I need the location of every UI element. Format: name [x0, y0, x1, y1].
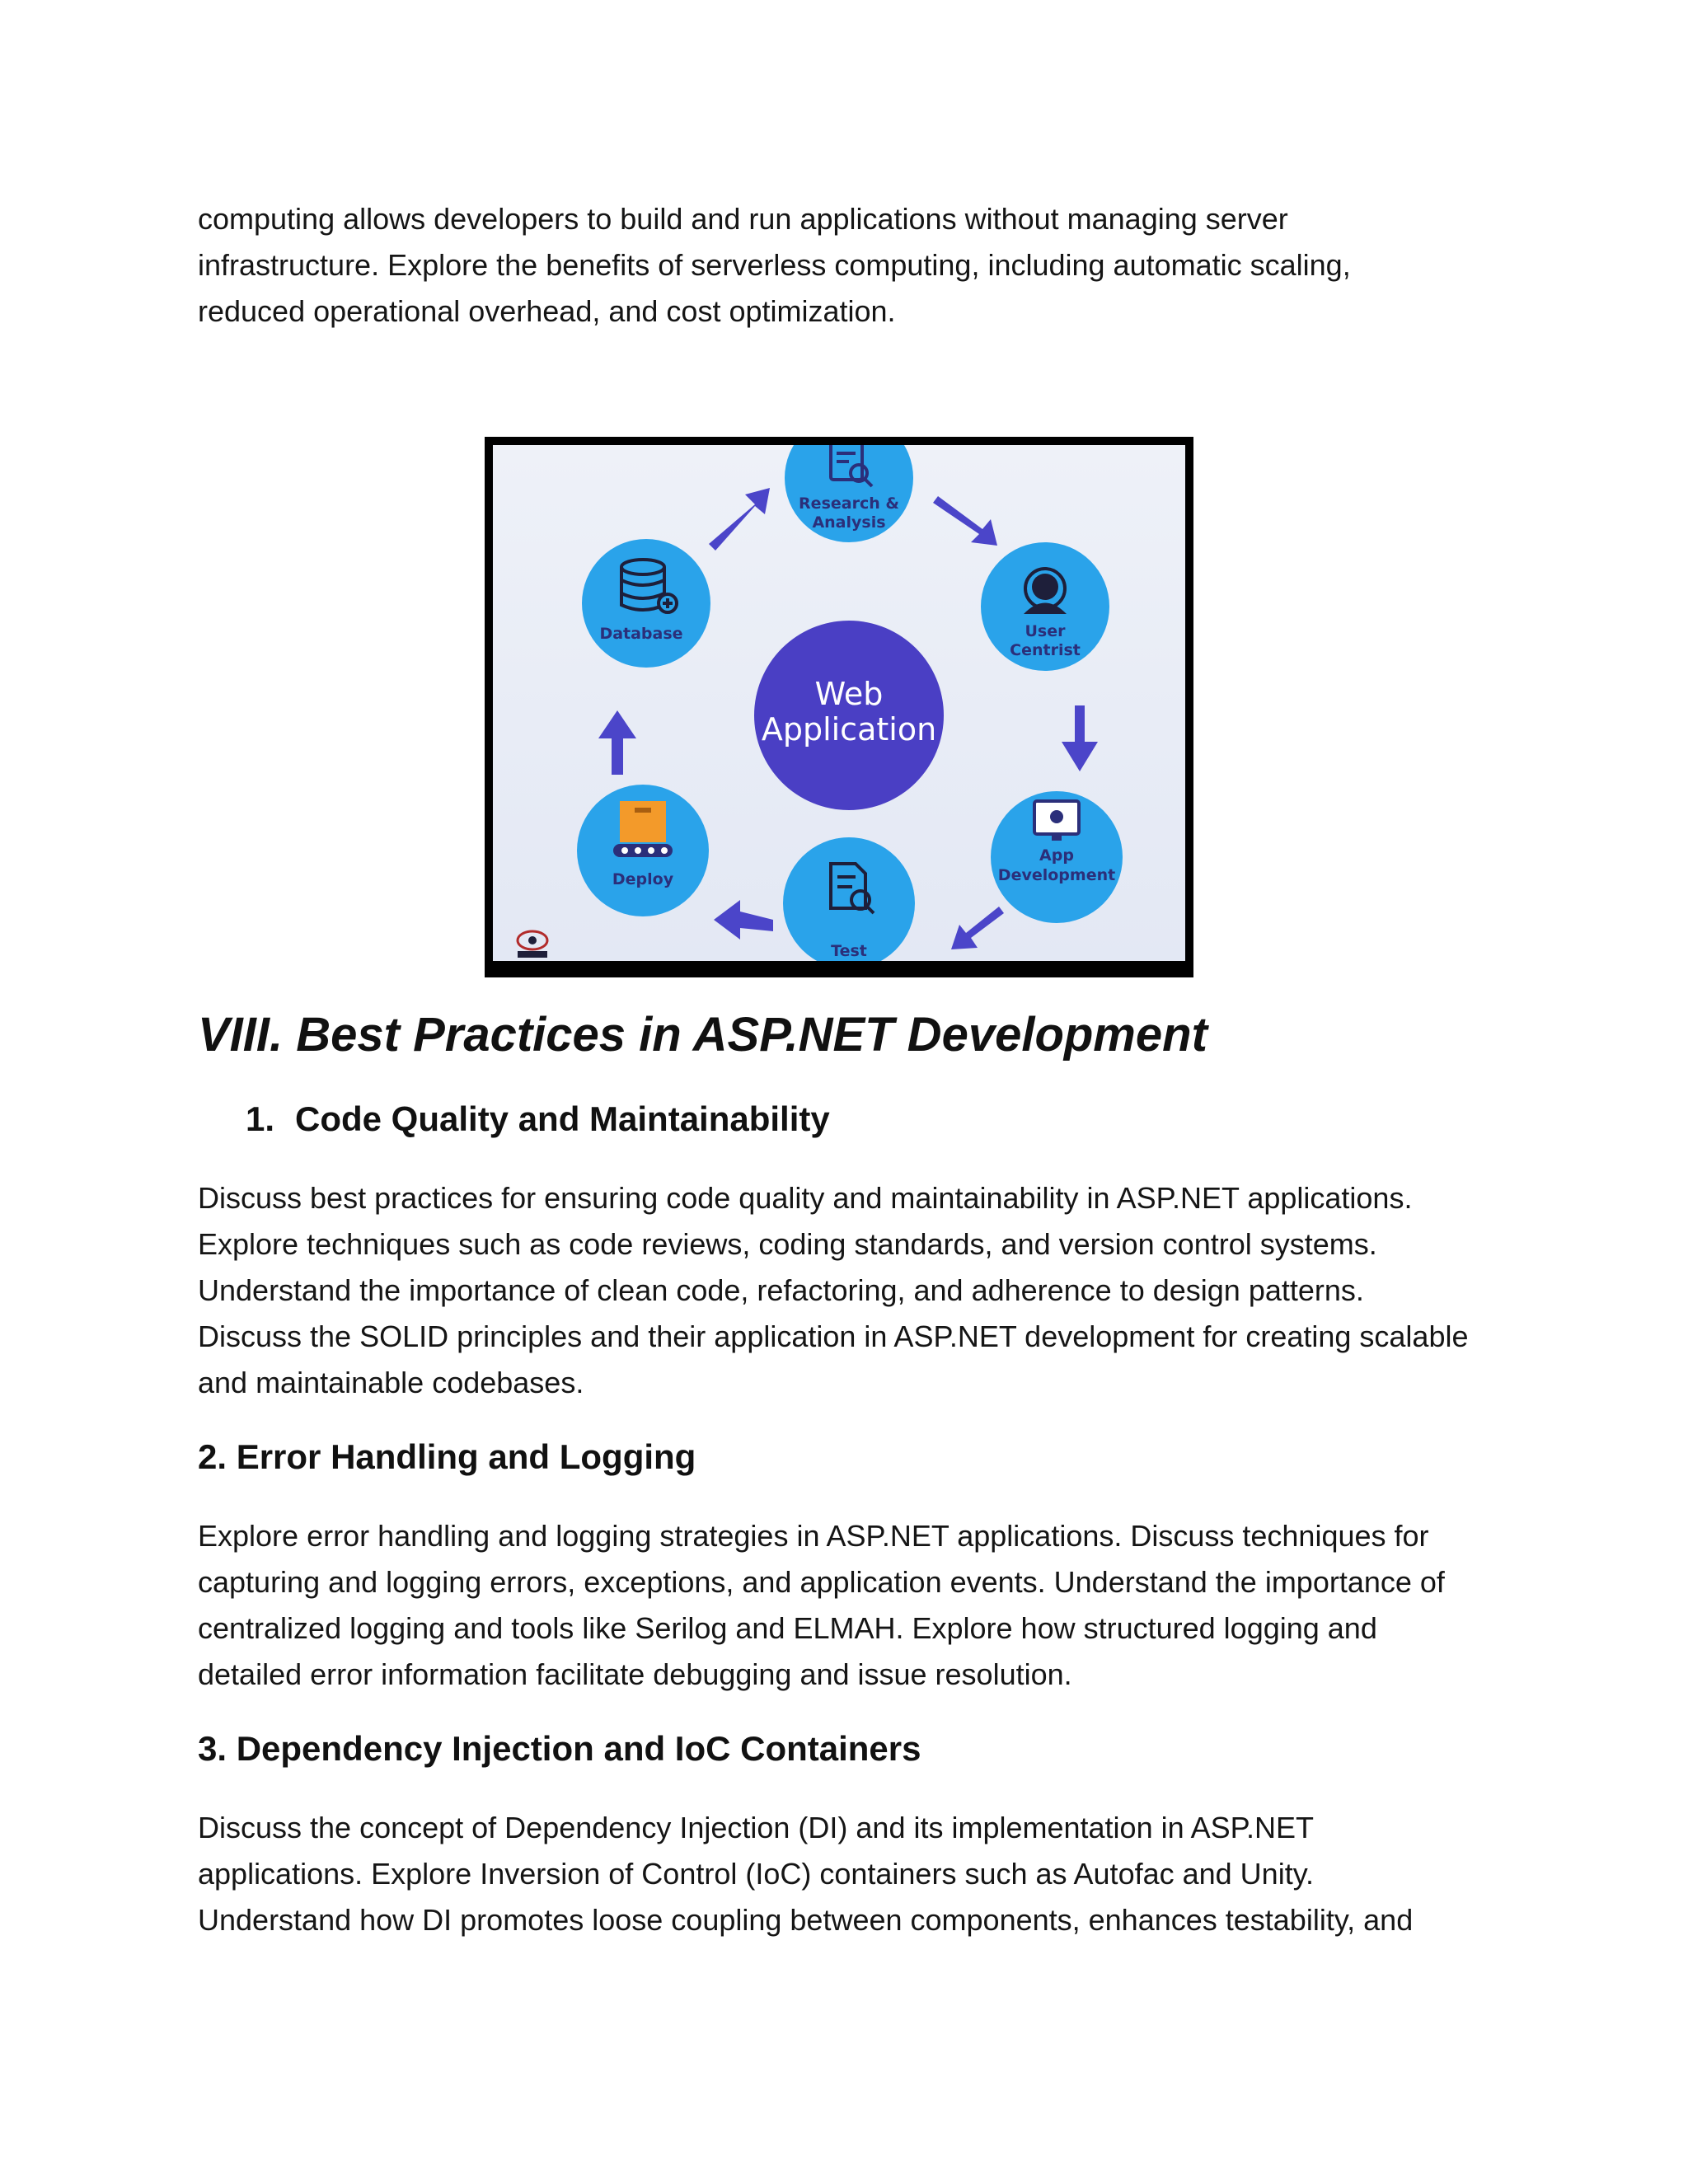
- text-line: infrastructure. Explore the benefits of serverless computing, including automatic scaling,: [198, 248, 1351, 282]
- user-label-line2: Centrist: [1010, 641, 1081, 659]
- error-handling-paragraph: [198, 1513, 1517, 1698]
- arrow-database-to-research: [709, 488, 770, 551]
- monitor-icon: [1034, 801, 1079, 841]
- intro-paragraph: [198, 196, 1517, 335]
- app-label-line1: App: [1039, 846, 1074, 865]
- arrow-deploy-to-database: [598, 710, 636, 775]
- text-line: Explore techniques such as code reviews, coding standards, and version control systems.: [198, 1227, 1377, 1261]
- user-label-line1: User: [1025, 622, 1066, 640]
- text-line: and maintainable codebases.: [198, 1366, 584, 1399]
- code-quality-paragraph: [198, 1175, 1517, 1406]
- center-label-line1: Web: [814, 676, 884, 712]
- text-line: detailed error information facilitate debugging and issue resolution.: [198, 1657, 1072, 1691]
- text-line: Discuss the concept of Dependency Injection (DI) and its implementation in ASP.NET: [198, 1811, 1315, 1844]
- text-line: centralized logging and tools like Serilog and ELMAH. Explore how structured logging and: [198, 1611, 1377, 1645]
- center-label-line2: Application: [761, 711, 937, 748]
- deploy-label: Deploy: [612, 870, 674, 888]
- subheading-text: Code Quality and Maintainability: [295, 1099, 830, 1138]
- test-label: Test: [831, 942, 867, 960]
- database-label: Database: [599, 625, 683, 643]
- list-number: 1.: [246, 1099, 275, 1138]
- text-line: reduced operational overhead, and cost optimization.: [198, 294, 896, 328]
- text-line: Understand how DI promotes loose coupling between components, enhances testability, and: [198, 1903, 1414, 1937]
- text-line: Explore error handling and logging strategies in ASP.NET applications. Discuss techniques for: [198, 1519, 1429, 1553]
- text-line: capturing and logging errors, exceptions, and application events. Understand the importance of: [198, 1565, 1445, 1599]
- text-line: Discuss the SOLID principles and their application in ASP.NET development for creating scalable: [198, 1319, 1469, 1353]
- arrow-test-to-deploy: [714, 900, 773, 940]
- subheading-dependency-injection: 3. Dependency Injection and IoC Containers: [198, 1729, 921, 1768]
- app-label-line2: Development: [997, 866, 1116, 884]
- research-label-line2: Analysis: [812, 513, 886, 532]
- text-line: applications. Explore Inversion of Control (IoC) containers such as Autofac and Unity.: [198, 1857, 1315, 1891]
- figure-canvas: [493, 445, 1185, 961]
- arrow-research-to-user: [933, 496, 997, 546]
- arrow-app-to-test: [951, 907, 1004, 949]
- section-title: VIII. Best Practices in ASP.NET Development: [198, 1008, 1207, 1062]
- subheading-code-quality: [246, 1099, 830, 1139]
- deploy-icon: [613, 801, 673, 857]
- text-line: Understand the importance of clean code, refactoring, and adherence to design patterns.: [198, 1273, 1364, 1307]
- text-line: Discuss best practices for ensuring code quality and maintainability in ASP.NET applications.: [198, 1181, 1413, 1215]
- text-line: computing allows developers to build and run applications without managing server: [198, 202, 1288, 236]
- dependency-injection-paragraph: [198, 1805, 1517, 1943]
- logo-icon: [518, 931, 547, 958]
- web-application-figure: [485, 437, 1193, 977]
- research-label-line1: Research &: [799, 494, 899, 513]
- subheading-error-handling: 2. Error Handling and Logging: [198, 1437, 696, 1476]
- cycle-diagram: [493, 445, 1185, 961]
- arrow-user-to-app: [1062, 705, 1098, 771]
